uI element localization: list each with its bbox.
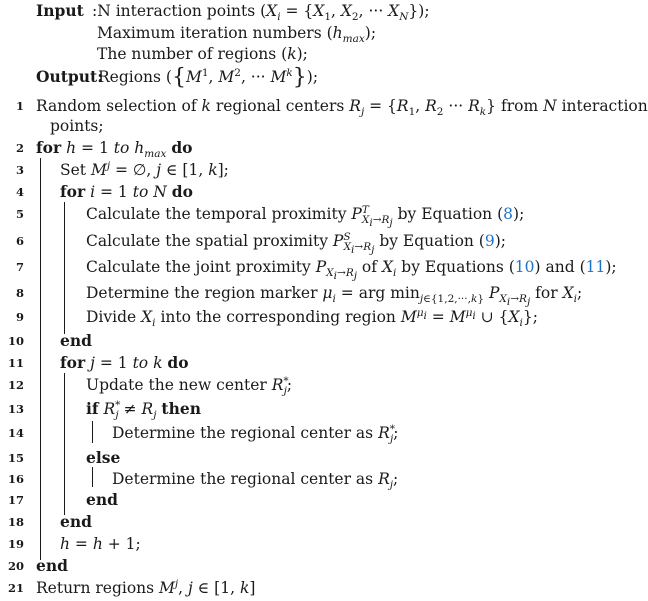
step-text: if $R^*_j \ne R_j$ then bbox=[86, 398, 201, 422]
input-text-1: :N interaction points ($X_i = \{X_1$, $X_2$, ··· $X_N$}); bbox=[92, 2, 430, 24]
line-number: 11 bbox=[7, 356, 24, 370]
line-number: 8 bbox=[15, 286, 24, 300]
input-text-3: The number of regions (k); bbox=[97, 45, 308, 63]
line-number: 12 bbox=[7, 378, 24, 392]
line-number: 14 bbox=[7, 426, 24, 440]
line-number: 4 bbox=[15, 185, 24, 199]
line-number: 2 bbox=[15, 141, 24, 155]
line-number: 5 bbox=[15, 207, 24, 221]
input-label: Input bbox=[36, 1, 84, 20]
step-text: Calculate the temporal proximity $P^T_{X_i\to R_j}$ by Equation (8); bbox=[86, 203, 525, 230]
outer-for-block-bar bbox=[40, 158, 41, 560]
step-text: end bbox=[60, 512, 92, 531]
step-text: Calculate the spatial proximity $P^S_{X_i\to R_j}$ by Equation (9); bbox=[86, 230, 507, 257]
line-number: 7 bbox=[15, 260, 24, 274]
step-text: Calculate the joint proximity $P_{X_i\to R_j}$ of $X_i$ by Equations (10) and (11); bbox=[86, 258, 617, 283]
step-text: Random selection of k regional centers $R_j = \{R_1$, $R_2$ ··· $R_k$} from N interaction bbox=[36, 97, 648, 119]
step-text: Determine the regional center as $R^*_j$; bbox=[112, 422, 399, 446]
line-number: 20 bbox=[7, 559, 24, 573]
step-text: end bbox=[36, 556, 68, 575]
step-text: Determine the region marker $\mu_i$ = arg $\min_{j\in\{1,2,\cdot\cdot\cdot,k\}} P_{X_i\to R_j}$ for $X_i$; bbox=[86, 284, 583, 309]
step-text: Set $M^j$ = ∅, j ∈ [1, k]; bbox=[60, 159, 229, 179]
step-text: Divide $X_i$ into the corresponding region $M^{\mu_i} = M^{\mu_i}$ ∪ $\{X_i\}$; bbox=[86, 306, 538, 330]
line-number: 6 bbox=[15, 234, 24, 248]
if-block-bar bbox=[92, 421, 93, 443]
step-text: Update the new center $R^*_j$; bbox=[86, 374, 293, 398]
input-text-2: Maximum iteration numbers $(h_{max})$; bbox=[97, 24, 377, 46]
step-text: end bbox=[60, 331, 92, 350]
else-block-bar bbox=[92, 467, 93, 487]
step-text: for i = 1 to N do bbox=[60, 182, 193, 201]
line-number: 18 bbox=[7, 515, 24, 529]
line-number: 9 bbox=[15, 310, 24, 324]
line-number: 3 bbox=[15, 163, 24, 177]
step-text: Determine the regional center as $R_j$; bbox=[112, 470, 399, 492]
step-text: Return regions $M^j$, j ∈ [1, k] bbox=[36, 577, 256, 597]
line-number: 17 bbox=[7, 493, 24, 507]
line-number: 21 bbox=[7, 581, 24, 595]
line-number: 10 bbox=[7, 334, 24, 348]
step-text: for j = 1 to k do bbox=[60, 353, 189, 372]
step-text: else bbox=[86, 448, 121, 467]
output-label: Output: bbox=[36, 67, 103, 86]
step-text: points; bbox=[50, 117, 104, 135]
line-number: 19 bbox=[7, 537, 24, 551]
step-text: h = h + 1; bbox=[60, 535, 141, 553]
step-text: for h = 1 to $h_{max}$ do bbox=[36, 138, 193, 161]
line-number: 16 bbox=[7, 472, 24, 486]
line-number: 15 bbox=[7, 451, 24, 465]
line-number: 1 bbox=[15, 99, 24, 113]
inner-for-j-block-bar bbox=[64, 373, 65, 515]
output-text: Regions ({$M^1$, $M^2$, ··· $M^k$}); bbox=[98, 65, 319, 90]
step-text: end bbox=[86, 490, 118, 509]
inner-for-i-block-bar bbox=[64, 202, 65, 334]
line-number: 13 bbox=[7, 402, 24, 416]
